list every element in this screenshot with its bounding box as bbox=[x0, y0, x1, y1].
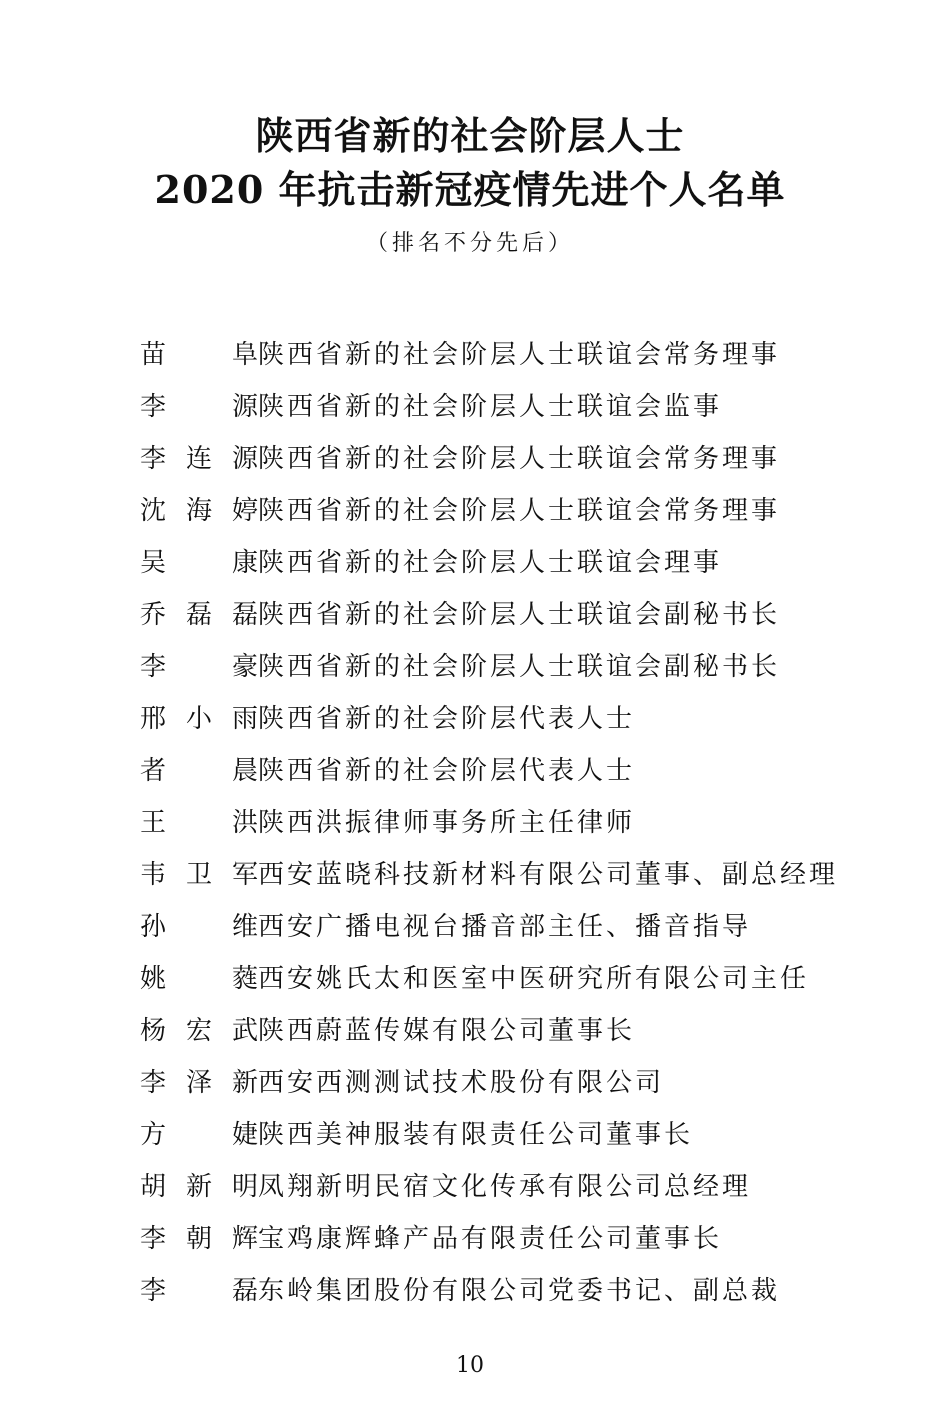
list-item bbox=[140, 638, 900, 690]
honoree-name: 杨宏武 bbox=[140, 1015, 258, 1046]
honoree-name: 李连源 bbox=[140, 443, 258, 474]
document-title-line-2: 2020 年抗击新冠疫情先进个人名单 bbox=[154, 167, 786, 212]
honoree-title: 陕西蔚蓝传媒有限公司董事长 bbox=[258, 1015, 636, 1046]
list-item bbox=[140, 898, 900, 950]
list-item bbox=[140, 378, 900, 430]
honoree-title: 宝鸡康辉蜂产品有限责任公司董事长 bbox=[258, 1223, 723, 1254]
honoree-name: 李 源 bbox=[140, 391, 258, 422]
honoree-title: 东岭集团股份有限公司党委书记、副总裁 bbox=[258, 1275, 781, 1306]
honoree-name: 乔磊磊 bbox=[140, 599, 258, 630]
honoree-title: 西安西测测试技术股份有限公司 bbox=[258, 1067, 665, 1098]
honoree-title: 西安广播电视台播音部主任、播音指导 bbox=[258, 911, 752, 942]
honoree-name: 沈海婷 bbox=[140, 495, 258, 526]
honoree-name: 吴 康 bbox=[140, 547, 258, 578]
honoree-title: 陕西省新的社会阶层人士联谊会副秘书长 bbox=[258, 651, 781, 682]
honoree-title: 陕西省新的社会阶层人士联谊会常务理事 bbox=[258, 495, 781, 526]
list-item bbox=[140, 430, 900, 482]
honoree-title: 陕西省新的社会阶层人士联谊会副秘书长 bbox=[258, 599, 781, 630]
list-item bbox=[140, 1002, 900, 1054]
honoree-name: 孙 维 bbox=[140, 911, 258, 942]
list-item bbox=[140, 1262, 900, 1314]
list-item bbox=[140, 690, 900, 742]
list-item bbox=[140, 482, 900, 534]
honoree-title: 陕西省新的社会阶层人士联谊会监事 bbox=[258, 391, 723, 422]
list-item bbox=[140, 1106, 900, 1158]
list-item bbox=[140, 794, 900, 846]
honoree-title: 陕西省新的社会阶层人士联谊会理事 bbox=[258, 547, 723, 578]
honoree-name: 李泽新 bbox=[140, 1067, 258, 1098]
honoree-name: 方 婕 bbox=[140, 1119, 258, 1150]
honoree-name: 胡新明 bbox=[140, 1171, 258, 1202]
honoree-name: 韦卫军 bbox=[140, 859, 258, 890]
list-item bbox=[140, 950, 900, 1002]
document-title-line-1: 陕西省新的社会阶层人士 bbox=[255, 113, 685, 158]
list-item bbox=[140, 586, 900, 638]
honoree-name: 者 晨 bbox=[140, 755, 258, 786]
list-item bbox=[140, 1210, 900, 1262]
list-item bbox=[140, 1158, 900, 1210]
honoree-name: 邢小雨 bbox=[140, 703, 258, 734]
honoree-title: 西安蓝晓科技新材料有限公司董事、副总经理 bbox=[258, 859, 839, 890]
honoree-title: 陕西洪振律师事务所主任律师 bbox=[258, 807, 636, 838]
list-item bbox=[140, 326, 900, 378]
honoree-name: 姚 蕤 bbox=[140, 963, 258, 994]
honoree-name: 李 豪 bbox=[140, 651, 258, 682]
page-number: 10 bbox=[456, 1353, 484, 1378]
honoree-list bbox=[140, 326, 900, 1314]
honoree-name: 王 洪 bbox=[140, 807, 258, 838]
honoree-name: 李朝辉 bbox=[140, 1223, 258, 1254]
honoree-name: 李 磊 bbox=[140, 1275, 258, 1306]
list-item bbox=[140, 534, 900, 586]
document-subtitle: （排名不分先后） bbox=[365, 231, 574, 256]
honoree-title: 西安姚氏太和医室中医研究所有限公司主任 bbox=[258, 963, 810, 994]
honoree-title: 陕西省新的社会阶层人士联谊会常务理事 bbox=[258, 443, 781, 474]
honoree-name: 苗 阜 bbox=[140, 339, 258, 370]
honoree-title: 陕西省新的社会阶层代表人士 bbox=[258, 755, 636, 786]
list-item bbox=[140, 846, 900, 898]
honoree-title: 凤翔新明民宿文化传承有限公司总经理 bbox=[258, 1171, 752, 1202]
list-item bbox=[140, 742, 900, 794]
honoree-title: 陕西省新的社会阶层人士联谊会常务理事 bbox=[258, 339, 781, 370]
honoree-title: 陕西省新的社会阶层代表人士 bbox=[258, 703, 636, 734]
honoree-title: 陕西美神服装有限责任公司董事长 bbox=[258, 1119, 694, 1150]
list-item bbox=[140, 1054, 900, 1106]
